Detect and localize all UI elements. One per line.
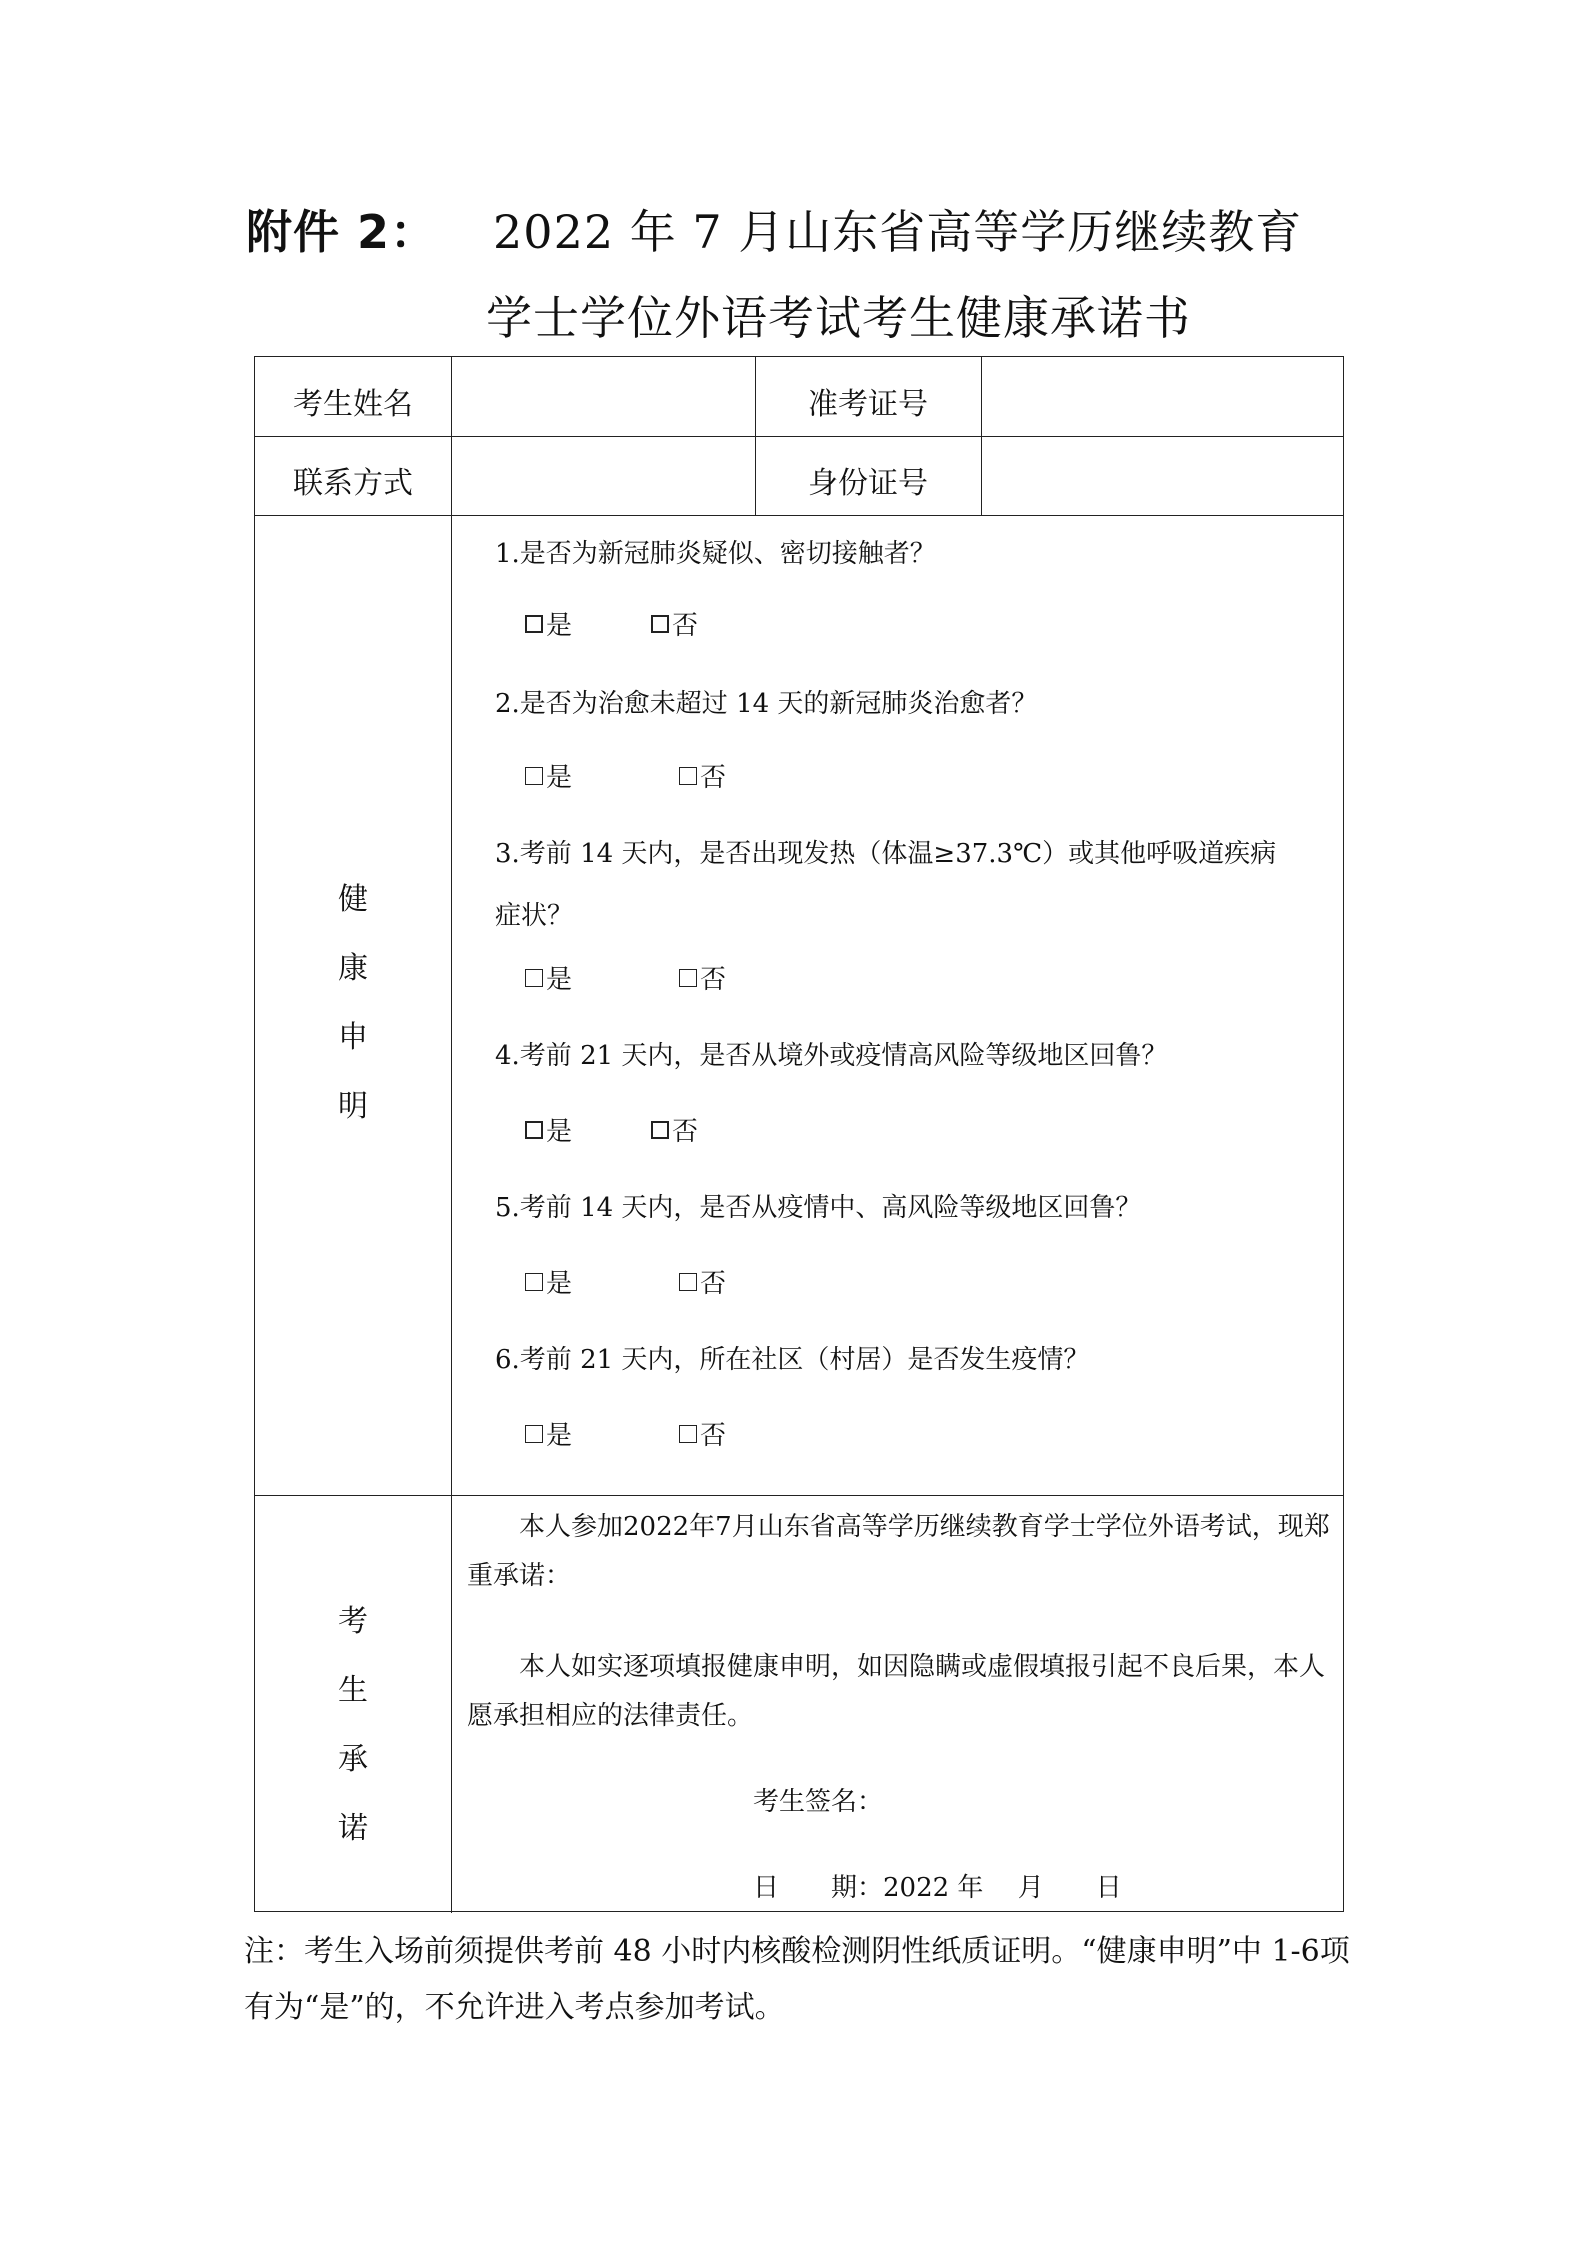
q5-no-checkbox[interactable]: 否 [679, 1263, 726, 1300]
health-declaration-label: 健 康 申 明 [338, 882, 368, 1124]
q5-yes-checkbox[interactable]: 是 [525, 1263, 572, 1300]
checkbox-icon [651, 1121, 669, 1139]
contact-field[interactable] [453, 438, 753, 514]
footnote: 注：考生入场前须提供考前 48 小时内核酸检测阴性纸质证明。“健康申明”中 1-6项有为“是”的，不允许进入考点参加考试。 [244, 1934, 1350, 2025]
checkbox-icon [525, 1121, 543, 1139]
question-3: 3.考前 14 天内，是否出现发热（体温≥37.3℃）或其他呼吸道疾病 [495, 839, 1277, 869]
checkbox-icon [525, 615, 543, 633]
ticket-number-label: 准考证号 [808, 387, 928, 422]
signature-label: 考生签名： [753, 1787, 884, 1817]
checkbox-icon [525, 1425, 543, 1443]
question-6: 6.考前 21 天内，所在社区（村居）是否发生疫情？ [495, 1345, 1090, 1375]
q2-yes-checkbox[interactable]: 是 [525, 757, 572, 794]
checkbox-icon [651, 615, 669, 633]
id-number-label: 身份证号 [808, 466, 928, 501]
checkbox-icon [525, 767, 543, 785]
checkbox-icon [525, 969, 543, 987]
date-label: 日 期：2022 年 月 日 [753, 1873, 1122, 1903]
pledge-paragraph-1: 本人参加2022年7月山东省高等学历继续教育学士学位外语考试，现郑重承诺： [467, 1512, 1330, 1591]
column-divider [451, 357, 452, 1913]
attachment-prefix: 附件 2： [246, 205, 438, 259]
row-divider [255, 1495, 1343, 1496]
q6-no-checkbox[interactable]: 否 [679, 1415, 726, 1452]
q3-yes-checkbox[interactable]: 是 [525, 959, 572, 996]
q1-yes-checkbox[interactable]: 是 [525, 605, 572, 642]
question-3-continued: 症状？ [495, 901, 574, 931]
id-number-field[interactable] [983, 438, 1341, 514]
question-5: 5.考前 14 天内，是否从疫情中、高风险等级地区回鲁？ [495, 1193, 1142, 1223]
q4-yes-checkbox[interactable]: 是 [525, 1111, 572, 1148]
q1-no-checkbox[interactable]: 否 [651, 605, 698, 642]
title-text-line1: 2022 年 7 月山东省高等学历继续教育 [493, 205, 1303, 259]
column-divider [981, 357, 982, 515]
checkbox-icon [679, 1273, 697, 1291]
question-4: 4.考前 21 天内，是否从境外或疫情高风险等级地区回鲁？ [495, 1041, 1168, 1071]
q6-yes-checkbox[interactable]: 是 [525, 1415, 572, 1452]
row-divider [255, 515, 1343, 516]
q3-no-checkbox[interactable]: 否 [679, 959, 726, 996]
name-label: 考生姓名 [293, 387, 413, 422]
q2-no-checkbox[interactable]: 否 [679, 757, 726, 794]
pledge-paragraph-2: 本人如实逐项填报健康申明，如因隐瞒或虚假填报引起不良后果，本人愿承担相应的法律责任。 [467, 1652, 1326, 1731]
checkbox-icon [679, 1425, 697, 1443]
question-2: 2.是否为治愈未超过 14 天的新冠肺炎治愈者？ [495, 689, 1038, 719]
signature-field[interactable] [895, 1771, 1315, 1815]
candidate-pledge-label: 考 生 承 诺 [338, 1604, 368, 1846]
contact-label: 联系方式 [293, 466, 413, 501]
question-1: 1.是否为新冠肺炎疑似、密切接触者？ [495, 539, 936, 569]
checkbox-icon [679, 969, 697, 987]
checkbox-icon [679, 767, 697, 785]
ticket-number-field[interactable] [983, 359, 1341, 435]
document-title-line1 [246, 196, 1302, 262]
checkbox-icon [525, 1273, 543, 1291]
document-title-line2: 学士学位外语考试考生健康承诺书 [486, 291, 1191, 345]
health-form-table [254, 356, 1344, 1912]
q4-no-checkbox[interactable]: 否 [651, 1111, 698, 1148]
row-divider [255, 436, 1343, 437]
name-field[interactable] [453, 359, 753, 435]
